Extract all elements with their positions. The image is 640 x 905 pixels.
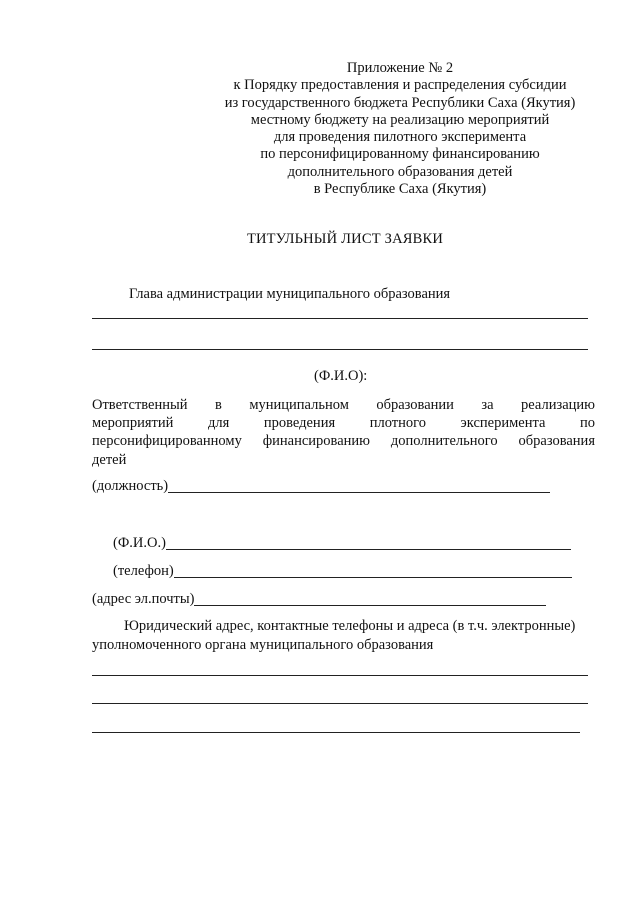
appendix-line: для проведения пилотного эксперимента — [273, 129, 527, 146]
appendix-line: местному бюджету на реализацию мероприятий — [250, 111, 550, 128]
appendix-header — [200, 60, 600, 198]
responsible-line: персонифицированному финансированию дополнительного образования — [92, 433, 595, 450]
legal-address-paragraph — [92, 617, 602, 654]
legal-address-line-1[interactable] — [92, 675, 588, 676]
legal-address-line-3[interactable] — [92, 732, 580, 733]
phone-row — [113, 563, 572, 580]
responsible-line: детей — [92, 451, 127, 468]
appendix-line: к Порядку предоставления и распределения субсидии — [233, 77, 567, 94]
appendix-number: Приложение № 2 — [346, 60, 454, 76]
document-title: ТИТУЛЬНЫЙ ЛИСТ ЗАЯВКИ — [246, 231, 444, 247]
phone-field[interactable] — [174, 563, 572, 578]
fio-field[interactable] — [166, 535, 571, 550]
head-name-line-1[interactable] — [92, 318, 588, 319]
legal-line: уполномоченного органа муниципального образования — [92, 636, 434, 653]
legal-address-line-2[interactable] — [92, 703, 588, 704]
fio-label: (Ф.И.О.) — [113, 535, 166, 551]
position-field[interactable] — [168, 478, 550, 493]
position-label: (должность) — [92, 478, 169, 494]
fio-caption: (Ф.И.О): — [314, 368, 368, 384]
appendix-line: из государственного бюджета Республики Саха (Якутия) — [224, 94, 576, 111]
head-label: Глава администрации муниципального образования — [129, 286, 451, 302]
appendix-line: по персонифицированному финансированию — [260, 146, 540, 163]
appendix-line: дополнительного образования детей — [287, 163, 513, 180]
email-field[interactable] — [194, 591, 546, 606]
appendix-line: в Республике Саха (Якутия) — [313, 181, 487, 198]
position-row — [92, 478, 550, 495]
head-name-line-2[interactable] — [92, 349, 588, 350]
fio-row — [113, 535, 571, 552]
phone-label: (телефон) — [113, 563, 174, 579]
legal-line: Юридический адрес, контактные телефоны и адреса (в т.ч. электронные) — [124, 618, 576, 634]
responsible-paragraph — [92, 396, 595, 469]
email-label: (адрес эл.почты) — [92, 591, 195, 607]
email-row — [92, 591, 546, 608]
responsible-line: мероприятий для проведения плотного эксперимента по — [92, 415, 595, 432]
responsible-line: Ответственный в муниципальном образовании за реализацию — [92, 397, 595, 413]
